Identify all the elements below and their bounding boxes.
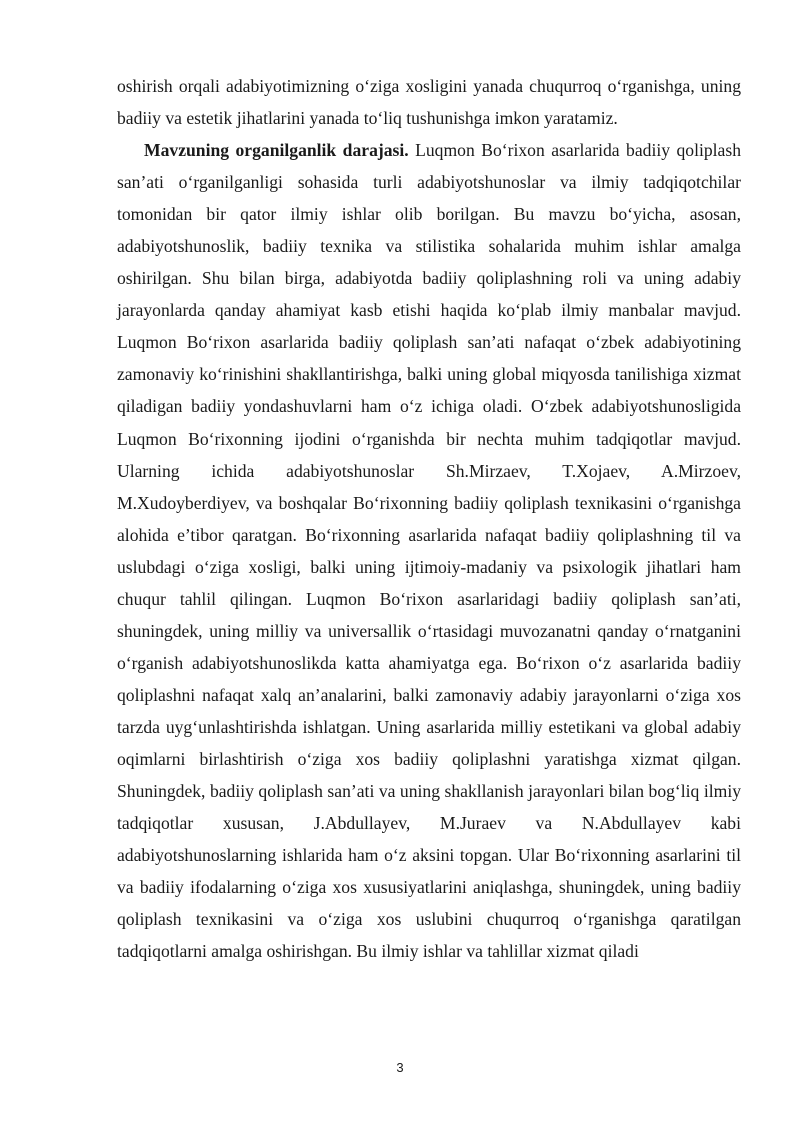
- body-text: [117, 70, 741, 967]
- paragraph-study-level: [117, 134, 741, 967]
- paragraph-continuation: oshirish orqali adabiyotimizning o‘ziga xosligini yanada chuqurroq o‘rganishga, uning badiiy va estetik jihatlarini yanada to‘liq tushunishga imkon yaratamiz.: [117, 76, 741, 129]
- paragraph-body: Luqmon Bo‘rixon asarlarida badiiy qoliplash san’ati o‘rganilganligi sohasida turli adabiyotshunoslar va ilmiy tadqiqotchilar tomonidan bir qator ilmiy ishlar olib borilgan. Bu mavzu bo‘yicha, asosan, adabiyotshunoslik, badiiy texnika va stilistika sohalarida muhim ishlar amalga oshirilgan. Shu bilan birga, adabiyotda badiiy qoliplashning roli va uning adabiy jarayonlarda qanday ahamiyat kasb etishi haqida ko‘plab ilmiy manbalar mavjud. Luqmon Bo‘rixon asarlarida badiiy qoliplash san’ati nafaqat o‘zbek adabiyotining zamonaviy ko‘rinishini shakllantirishga, balki uning global miqyosda tanilishiga xizmat qiladigan badiiy yondashuvlarni ham o‘z ichiga oladi. O‘zbek adabiyotshunosligida Luqmon Bo‘rixonning ijodini o‘rganishda bir nechta muhim tadqiqotlar mavjud. Ularning ichida adabiyotshunoslar Sh.Mirzaev, T.Xojaev, A.Mirzoev, M.Xudoyberdiyev, va boshqalar Bo‘rixonning badiiy qoliplash texnikasini o‘rganishga alohida e’tibor qaratgan. Bo‘rixonning asarlarida nafaqat badiiy qoliplashning til va uslubdagi o‘ziga xosligi, balki uning ijtimoiy-madaniy va psixologik jihatlari ham chuqur tahlil qilingan. Luqmon Bo‘rixon asarlaridagi badiiy qoliplash san’ati, shuningdek, uning milliy va universallik o‘rtasidagi muvozanatni qanday o‘rnatganini o‘rganish adabiyotshunoslikda katta ahamiyatga ega. Bo‘rixon o‘z asarlarida badiiy qoliplashni nafaqat xalq an’analarini, balki zamonaviy adabiy jarayonlarni o‘ziga xos tarzda uyg‘unlashtirishda ishlatgan. Uning asarlarida milliy estetikani va global adabiy oqimlarni birlashtirish o‘ziga xos badiiy qoliplashni yaratishga xizmat qilgan. Shuningdek, badiiy qoliplash san’ati va uning shakllanish jarayonlari bilan bog‘liq ilmiy tadqiqotlar xususan, J.Abdullayev, M.Juraev va N.Abdullayev kabi adabiyotshunoslarning ishlarida ham o‘z aksini topgan. Ular Bo‘rixonning asarlarini til va badiiy ifodalarning o‘ziga xos xususiyatlarini aniqlashga, shuningdek, uning badiiy qoliplash texnikasini va o‘ziga xos uslubini chuqurroq o‘rganishga qaratilgan tadqiqotlarni amalga oshirishgan. Bu ilmiy ishlar va tahlillar xizmat qiladi: [117, 140, 741, 962]
- section-heading-inline: Mavzuning organilganlik darajasi.: [144, 140, 409, 161]
- page-number: 3: [396, 1060, 404, 1075]
